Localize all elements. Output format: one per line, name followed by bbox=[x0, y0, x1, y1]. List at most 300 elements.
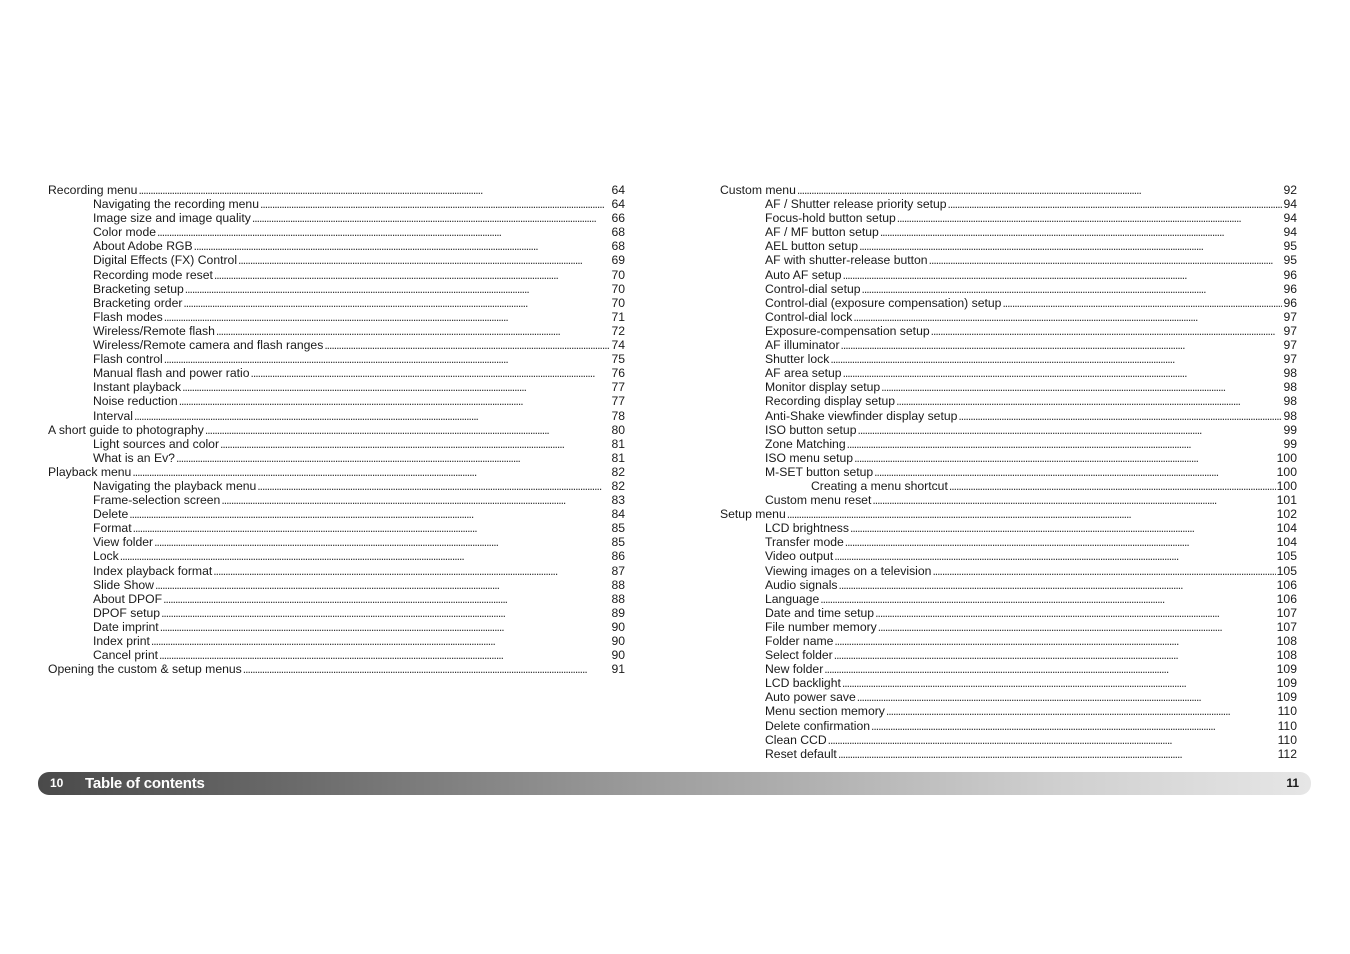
toc-entry-label: A short guide to photography bbox=[48, 422, 204, 437]
toc-entry-label: Bracketing setup bbox=[93, 281, 184, 296]
dot-leader bbox=[163, 592, 610, 606]
dot-leader bbox=[161, 606, 610, 620]
toc-entry-label: Interval bbox=[93, 408, 133, 423]
toc-entry-label: Setup menu bbox=[720, 507, 786, 522]
toc-entry[interactable] bbox=[720, 451, 1297, 465]
dot-leader bbox=[847, 437, 1283, 451]
toc-entry-label: AF / Shutter release priority setup bbox=[765, 197, 947, 212]
toc-entry-page: 105 bbox=[1276, 563, 1297, 578]
toc-entry-label: Format bbox=[93, 521, 132, 536]
toc-entry-label: Color mode bbox=[93, 225, 156, 240]
toc-entry-label: About DPOF bbox=[93, 591, 163, 606]
toc-entry[interactable] bbox=[720, 634, 1297, 648]
toc-entry[interactable] bbox=[48, 662, 625, 676]
toc-entry-page: 68 bbox=[611, 239, 625, 254]
toc-entry-label: Index playback format bbox=[93, 563, 213, 578]
dot-leader bbox=[160, 620, 611, 634]
toc-entry-page: 88 bbox=[611, 577, 625, 592]
dot-leader bbox=[155, 578, 610, 592]
dot-leader bbox=[834, 648, 1276, 662]
toc-entry-label: Transfer mode bbox=[765, 535, 844, 550]
toc-entry-page: 102 bbox=[1276, 507, 1297, 522]
toc-entry-page: 106 bbox=[1276, 591, 1297, 606]
toc-entry[interactable] bbox=[48, 521, 625, 535]
toc-entry-page: 98 bbox=[1283, 366, 1297, 381]
toc-entry-label: AF with shutter-release button bbox=[765, 253, 928, 268]
toc-entry[interactable] bbox=[720, 211, 1297, 225]
toc-entry-label: Reset default bbox=[765, 746, 837, 761]
toc-entry[interactable] bbox=[48, 423, 625, 437]
section-title: Table of contents bbox=[85, 775, 205, 792]
toc-right-column bbox=[720, 183, 1297, 761]
toc-entry[interactable] bbox=[48, 268, 625, 282]
toc-entry[interactable] bbox=[48, 282, 625, 296]
toc-entry-label: M-SET button setup bbox=[765, 464, 874, 479]
toc-entry[interactable] bbox=[720, 676, 1297, 690]
toc-entry[interactable] bbox=[720, 747, 1297, 761]
dot-leader bbox=[896, 394, 1282, 408]
toc-entry-page: 98 bbox=[1283, 408, 1297, 423]
toc-entry-label: ISO menu setup bbox=[765, 450, 854, 465]
toc-entry-label: LCD backlight bbox=[765, 676, 841, 691]
toc-entry-label: Index print bbox=[93, 634, 150, 648]
toc-entry-label: Playback menu bbox=[48, 464, 132, 479]
toc-entry-page: 74 bbox=[611, 338, 625, 353]
toc-entry[interactable] bbox=[48, 451, 625, 465]
toc-entry[interactable] bbox=[720, 437, 1297, 451]
dot-leader bbox=[824, 662, 1275, 676]
toc-entry-label: Bracketing order bbox=[93, 295, 183, 310]
dot-leader bbox=[216, 324, 611, 338]
toc-entry-label: Date and time setup bbox=[765, 605, 875, 620]
toc-entry-page: 109 bbox=[1276, 662, 1297, 677]
toc-entry[interactable] bbox=[720, 282, 1297, 296]
toc-entry-page: 109 bbox=[1276, 676, 1297, 691]
toc-entry-label: Flash control bbox=[93, 352, 163, 367]
toc-entry-label: AEL button setup bbox=[765, 239, 859, 254]
toc-entry-page: 104 bbox=[1276, 521, 1297, 536]
toc-entry-page: 110 bbox=[1277, 704, 1297, 719]
toc-entry-label: Audio signals bbox=[765, 577, 838, 592]
dot-leader bbox=[838, 747, 1277, 761]
toc-entry[interactable] bbox=[720, 549, 1297, 563]
toc-entry-page: 97 bbox=[1283, 309, 1297, 324]
dot-leader bbox=[850, 521, 1276, 535]
toc-entry-page: 100 bbox=[1276, 478, 1297, 493]
toc-entry[interactable] bbox=[48, 310, 625, 324]
toc-entry-label: Viewing images on a television bbox=[765, 563, 932, 578]
toc-entry-page: 77 bbox=[611, 380, 625, 395]
toc-entry[interactable] bbox=[720, 719, 1297, 733]
toc-entry-page: 96 bbox=[1283, 295, 1297, 310]
toc-entry[interactable] bbox=[48, 366, 625, 380]
toc-entry-label: Control-dial setup bbox=[765, 281, 861, 296]
dot-leader bbox=[214, 268, 611, 282]
toc-entry[interactable] bbox=[48, 394, 625, 408]
toc-entry-page: 83 bbox=[611, 493, 625, 508]
dot-leader bbox=[857, 423, 1282, 437]
toc-entry-page: 104 bbox=[1276, 535, 1297, 550]
toc-entry-label: AF area setup bbox=[765, 366, 842, 381]
dot-leader bbox=[164, 352, 611, 366]
toc-entry-page: 70 bbox=[611, 267, 625, 282]
toc-entry[interactable] bbox=[720, 296, 1297, 310]
toc-entry[interactable] bbox=[48, 479, 625, 493]
toc-entry-page: 77 bbox=[611, 394, 625, 409]
dot-leader bbox=[185, 282, 611, 296]
dot-leader bbox=[797, 183, 1283, 197]
dot-leader bbox=[182, 380, 610, 394]
toc-entry[interactable] bbox=[720, 366, 1297, 380]
toc-entry-page: 82 bbox=[611, 464, 625, 479]
toc-entry-label: Custom menu reset bbox=[765, 493, 872, 508]
toc-entry-label: Instant playback bbox=[93, 380, 182, 395]
toc-entry-label: Control-dial lock bbox=[765, 309, 853, 324]
toc-entry[interactable] bbox=[48, 380, 625, 394]
toc-entry[interactable] bbox=[720, 648, 1297, 662]
dot-leader bbox=[949, 479, 1276, 493]
toc-entry-label: Recording display setup bbox=[765, 394, 896, 409]
toc-entry[interactable] bbox=[720, 493, 1297, 507]
toc-entry-page: 110 bbox=[1277, 718, 1297, 733]
toc-entry[interactable] bbox=[720, 352, 1297, 366]
toc-entry-label: Monitor display setup bbox=[765, 380, 881, 395]
dot-leader bbox=[238, 253, 610, 267]
dot-leader bbox=[133, 521, 611, 535]
toc-entry[interactable] bbox=[720, 564, 1297, 578]
toc-entry-label: About Adobe RGB bbox=[93, 239, 193, 254]
toc-entry-page: 108 bbox=[1276, 648, 1297, 663]
dot-leader bbox=[932, 564, 1275, 578]
toc-entry-label: Frame-selection screen bbox=[93, 493, 221, 508]
dot-leader bbox=[854, 451, 1276, 465]
toc-entry[interactable] bbox=[48, 324, 625, 338]
toc-entry[interactable] bbox=[720, 578, 1297, 592]
dot-leader bbox=[120, 549, 611, 563]
toc-entry-label: New folder bbox=[765, 662, 824, 677]
dot-leader bbox=[205, 423, 611, 437]
toc-entry[interactable] bbox=[48, 197, 625, 211]
toc-entry[interactable] bbox=[48, 634, 625, 648]
toc-entry-page: 94 bbox=[1283, 211, 1297, 226]
toc-entry-page: 95 bbox=[1283, 239, 1297, 254]
toc-entry-label: ISO button setup bbox=[765, 422, 857, 437]
toc-entry-page: 92 bbox=[1283, 183, 1297, 197]
toc-entry-page: 68 bbox=[611, 225, 625, 240]
toc-entry-label: Creating a menu shortcut bbox=[811, 478, 948, 493]
toc-entry-page: 82 bbox=[611, 478, 625, 493]
toc-entry[interactable] bbox=[48, 493, 625, 507]
dot-leader bbox=[830, 352, 1282, 366]
dot-leader bbox=[871, 719, 1277, 733]
toc-entry-label: Select folder bbox=[765, 648, 833, 663]
toc-entry-page: 64 bbox=[611, 197, 625, 212]
toc-entry-label: Flash modes bbox=[93, 309, 163, 324]
toc-entry-page: 81 bbox=[611, 436, 625, 451]
toc-entry-page: 95 bbox=[1283, 253, 1297, 268]
toc-entry-page: 71 bbox=[611, 309, 625, 324]
dot-leader bbox=[159, 648, 610, 662]
toc-entry[interactable] bbox=[48, 465, 625, 479]
toc-entry[interactable] bbox=[720, 239, 1297, 253]
toc-entry-page: 90 bbox=[611, 619, 625, 634]
dot-leader bbox=[243, 662, 611, 676]
dot-leader bbox=[897, 211, 1283, 225]
dot-leader bbox=[859, 239, 1282, 253]
toc-entry-label: Anti-Shake viewfinder display setup bbox=[765, 408, 958, 423]
dot-leader bbox=[324, 338, 610, 352]
toc-entry[interactable] bbox=[48, 606, 625, 620]
toc-entry[interactable] bbox=[720, 423, 1297, 437]
toc-entry-label: Light sources and color bbox=[93, 436, 220, 451]
dot-leader bbox=[787, 507, 1276, 521]
toc-entry[interactable] bbox=[720, 253, 1297, 267]
dot-leader bbox=[179, 394, 611, 408]
toc-entry[interactable] bbox=[720, 394, 1297, 408]
toc-entry-label: Zone Matching bbox=[765, 436, 846, 451]
toc-entry[interactable] bbox=[48, 183, 625, 197]
toc-entry[interactable] bbox=[48, 409, 625, 423]
dot-leader bbox=[129, 507, 610, 521]
toc-entry[interactable] bbox=[720, 535, 1297, 549]
toc-entry-label: AF illuminator bbox=[765, 338, 840, 353]
toc-entry[interactable] bbox=[48, 211, 625, 225]
toc-entry[interactable] bbox=[720, 324, 1297, 338]
toc-entry-label: AF / MF button setup bbox=[765, 225, 879, 240]
toc-entry-label: LCD brightness bbox=[765, 521, 849, 536]
dot-leader bbox=[260, 197, 610, 211]
toc-entry-page: 94 bbox=[1283, 225, 1297, 240]
toc-entry-page: 76 bbox=[611, 366, 625, 381]
toc-entry-label: Exposure-compensation setup bbox=[765, 323, 930, 338]
toc-entry-page: 99 bbox=[1283, 422, 1297, 437]
dot-leader bbox=[820, 592, 1275, 606]
toc-entry-page: 84 bbox=[611, 507, 625, 522]
toc-entry-label: Language bbox=[765, 591, 820, 606]
dot-leader bbox=[880, 225, 1283, 239]
dot-leader bbox=[931, 324, 1283, 338]
toc-entry-label: Wireless/Remote camera and flash ranges bbox=[93, 338, 324, 353]
toc-entry-label: Delete bbox=[93, 507, 129, 522]
toc-entry-page: 108 bbox=[1276, 634, 1297, 648]
toc-entry-page: 112 bbox=[1277, 746, 1297, 761]
toc-entry-label: Noise reduction bbox=[93, 394, 178, 409]
toc-entry-page: 64 bbox=[611, 183, 625, 197]
toc-entry[interactable] bbox=[720, 620, 1297, 634]
toc-entry-page: 70 bbox=[611, 295, 625, 310]
toc-entry[interactable] bbox=[48, 648, 625, 662]
toc-entry[interactable] bbox=[720, 592, 1297, 606]
toc-entry-label: Digital Effects (FX) Control bbox=[93, 253, 238, 268]
toc-entry[interactable] bbox=[720, 662, 1297, 676]
dot-leader bbox=[251, 366, 611, 380]
toc-entry[interactable] bbox=[48, 225, 625, 239]
toc-entry[interactable] bbox=[48, 296, 625, 310]
toc-entry-label: File number memory bbox=[765, 619, 877, 634]
toc-entry-page: 85 bbox=[611, 521, 625, 536]
dot-leader bbox=[176, 451, 610, 465]
toc-entry-page: 66 bbox=[611, 211, 625, 226]
dot-leader bbox=[874, 465, 1275, 479]
toc-entry[interactable] bbox=[48, 620, 625, 634]
dot-leader bbox=[862, 282, 1283, 296]
toc-entry[interactable] bbox=[720, 606, 1297, 620]
toc-entry-label: Slide Show bbox=[93, 577, 154, 592]
toc-entry-label: Folder name bbox=[765, 634, 834, 648]
toc-entry[interactable] bbox=[720, 338, 1297, 352]
dot-leader bbox=[881, 380, 1282, 394]
dot-leader bbox=[252, 211, 611, 225]
toc-entry-label: Focus-hold button setup bbox=[765, 211, 896, 226]
toc-entry-label: Navigating the playback menu bbox=[93, 478, 257, 493]
toc-entry-label: Image size and image quality bbox=[93, 211, 251, 226]
toc-entry[interactable] bbox=[720, 310, 1297, 324]
toc-entry-page: 96 bbox=[1283, 267, 1297, 282]
toc-entry-page: 105 bbox=[1276, 549, 1297, 564]
toc-entry-page: 94 bbox=[1283, 197, 1297, 212]
dot-leader bbox=[134, 409, 610, 423]
dot-leader bbox=[194, 239, 611, 253]
toc-entry[interactable] bbox=[48, 352, 625, 366]
toc-entry-page: 101 bbox=[1276, 493, 1297, 508]
toc-entry[interactable] bbox=[720, 521, 1297, 535]
toc-entry[interactable] bbox=[48, 253, 625, 267]
toc-entry-label: Auto power save bbox=[765, 690, 856, 705]
dot-leader bbox=[843, 268, 1283, 282]
page-number-right: 11 bbox=[1286, 776, 1299, 790]
toc-entry-label: DPOF setup bbox=[93, 605, 161, 620]
dot-leader bbox=[221, 493, 610, 507]
toc-entry-label: Shutter lock bbox=[765, 352, 830, 367]
toc-entry-label: Navigating the recording menu bbox=[93, 197, 259, 212]
dot-leader bbox=[948, 197, 1283, 211]
toc-entry-label: Menu section memory bbox=[765, 704, 885, 719]
toc-entry-page: 106 bbox=[1276, 577, 1297, 592]
toc-entry-label: Clean CCD bbox=[765, 732, 827, 747]
dot-leader bbox=[872, 493, 1275, 507]
dot-leader bbox=[886, 704, 1277, 718]
toc-entry-page: 69 bbox=[611, 253, 625, 268]
dot-leader bbox=[929, 253, 1283, 267]
toc-entry[interactable] bbox=[720, 380, 1297, 394]
toc-entry-page: 107 bbox=[1276, 605, 1297, 620]
toc-entry-page: 97 bbox=[1283, 352, 1297, 367]
toc-entry-page: 98 bbox=[1283, 394, 1297, 409]
toc-entry-page: 109 bbox=[1276, 690, 1297, 705]
toc-entry-label: Recording mode reset bbox=[93, 267, 213, 282]
toc-entry[interactable] bbox=[720, 465, 1297, 479]
toc-entry[interactable] bbox=[720, 507, 1297, 521]
toc-entry-label: View folder bbox=[93, 535, 154, 550]
dot-leader bbox=[834, 549, 1275, 563]
toc-entry-page: 85 bbox=[611, 535, 625, 550]
toc-entry-label: Date imprint bbox=[93, 619, 159, 634]
dot-leader bbox=[839, 578, 1276, 592]
toc-entry-label: What is an Ev? bbox=[93, 450, 175, 465]
toc-entry-label: Delete confirmation bbox=[765, 718, 870, 733]
toc-left-column bbox=[48, 183, 625, 676]
toc-entry[interactable] bbox=[48, 239, 625, 253]
toc-entry[interactable] bbox=[720, 479, 1297, 493]
toc-entry-label: Opening the custom & setup menus bbox=[48, 662, 242, 677]
toc-entry[interactable] bbox=[720, 268, 1297, 282]
dot-leader bbox=[213, 564, 610, 578]
dot-leader bbox=[841, 338, 1283, 352]
toc-entry[interactable] bbox=[48, 578, 625, 592]
dot-leader bbox=[220, 437, 610, 451]
dot-leader bbox=[842, 676, 1276, 690]
dot-leader bbox=[834, 634, 1275, 648]
toc-entry[interactable] bbox=[48, 549, 625, 563]
toc-entry-page: 88 bbox=[611, 591, 625, 606]
toc-entry[interactable] bbox=[48, 535, 625, 549]
toc-entry-page: 107 bbox=[1276, 619, 1297, 634]
toc-entry[interactable] bbox=[48, 564, 625, 578]
toc-entry-label: Wireless/Remote flash bbox=[93, 323, 215, 338]
dot-leader bbox=[257, 479, 610, 493]
toc-entry-page: 75 bbox=[611, 352, 625, 367]
toc-entry-page: 70 bbox=[611, 281, 625, 296]
toc-entry-page: 91 bbox=[611, 662, 625, 677]
toc-entry-label: Manual flash and power ratio bbox=[93, 366, 250, 381]
toc-entry-page: 81 bbox=[611, 450, 625, 465]
dot-leader bbox=[857, 690, 1276, 704]
toc-entry-page: 89 bbox=[611, 605, 625, 620]
toc-entry[interactable] bbox=[720, 409, 1297, 423]
dot-leader bbox=[853, 310, 1282, 324]
toc-entry[interactable] bbox=[720, 197, 1297, 211]
toc-entry-page: 100 bbox=[1276, 464, 1297, 479]
toc-entry-page: 96 bbox=[1283, 281, 1297, 296]
toc-entry-page: 97 bbox=[1283, 323, 1297, 338]
toc-entry-page: 80 bbox=[611, 422, 625, 437]
toc-entry-label: Lock bbox=[93, 549, 119, 564]
dot-leader bbox=[958, 409, 1282, 423]
dot-leader bbox=[878, 620, 1276, 634]
toc-entry[interactable] bbox=[48, 338, 625, 352]
footer-bar bbox=[38, 772, 1311, 795]
toc-entry-label: Control-dial (exposure compensation) setup bbox=[765, 295, 1002, 310]
toc-entry-label: Video output bbox=[765, 549, 834, 564]
toc-entry[interactable] bbox=[48, 507, 625, 521]
dot-leader bbox=[875, 606, 1276, 620]
toc-entry-page: 90 bbox=[611, 648, 625, 663]
dot-leader bbox=[843, 366, 1283, 380]
toc-entry[interactable] bbox=[720, 733, 1297, 747]
dot-leader bbox=[154, 535, 610, 549]
page-number-left: 10 bbox=[50, 776, 64, 790]
toc-entry-page: 97 bbox=[1283, 338, 1297, 353]
dot-leader bbox=[845, 535, 1276, 549]
dot-leader bbox=[164, 310, 611, 324]
toc-entry-page: 98 bbox=[1283, 380, 1297, 395]
toc-entry[interactable] bbox=[720, 225, 1297, 239]
toc-entry-page: 100 bbox=[1276, 450, 1297, 465]
dot-leader bbox=[151, 634, 611, 648]
toc-entry-page: 86 bbox=[611, 549, 625, 564]
toc-entry-page: 72 bbox=[611, 323, 625, 338]
toc-entry-page: 99 bbox=[1283, 436, 1297, 451]
dot-leader bbox=[157, 225, 610, 239]
toc-entry[interactable] bbox=[720, 183, 1297, 197]
toc-entry[interactable] bbox=[720, 690, 1297, 704]
dot-leader bbox=[1002, 296, 1282, 310]
toc-entry[interactable] bbox=[48, 592, 625, 606]
toc-entry[interactable] bbox=[720, 704, 1297, 718]
toc-entry-label: Recording menu bbox=[48, 183, 138, 197]
toc-entry[interactable] bbox=[48, 437, 625, 451]
toc-entry-label: Cancel print bbox=[93, 648, 159, 663]
